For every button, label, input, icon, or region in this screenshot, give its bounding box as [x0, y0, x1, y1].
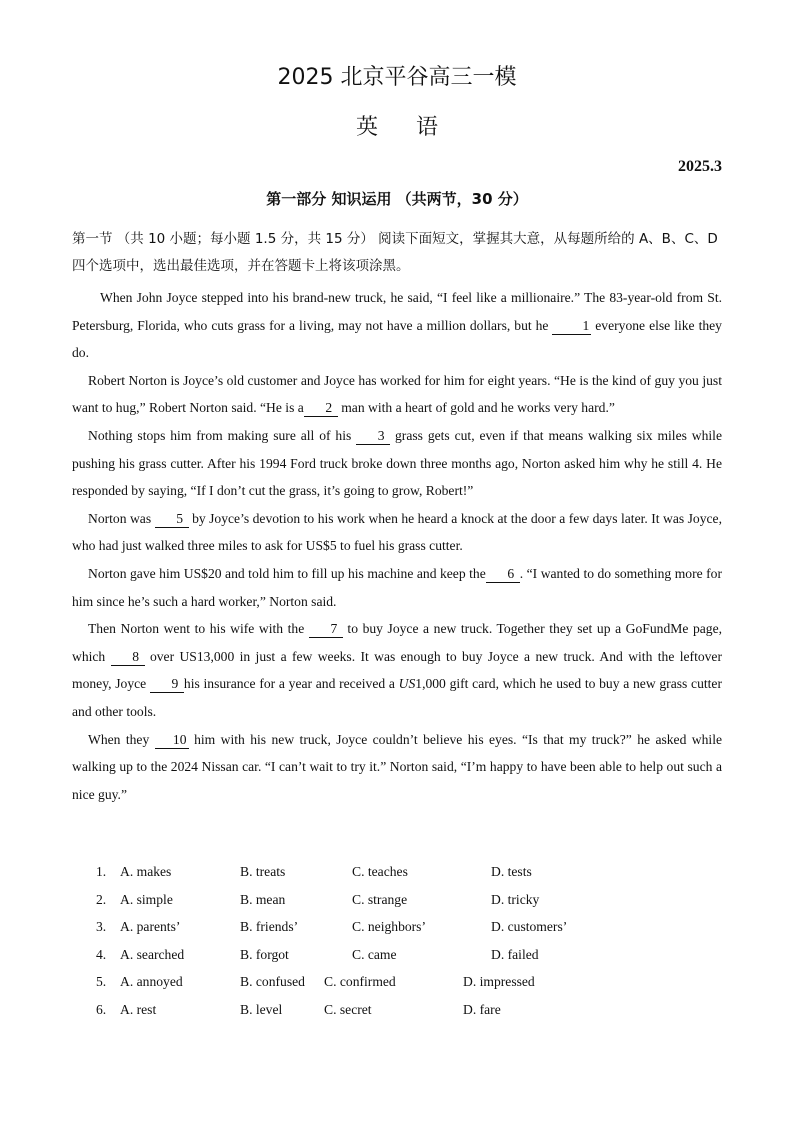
paragraph-text: . “I wanted to do something more for him since he’s such a hard worker,” Norton said. — [72, 565, 723, 609]
option-row-5 — [96, 974, 736, 1002]
paragraph-text: Norton was — [88, 510, 155, 526]
reading-passage — [72, 284, 722, 808]
option-b: B. forgot — [240, 946, 289, 962]
option-row-3 — [96, 919, 736, 947]
question-number: 1. — [96, 864, 107, 879]
paragraph-text: by Joyce’s devotion to his work when he heard a knock at the door a few days later. It was Joyce, who had just walked three miles to ask for US$5 to fuel his grass cutter. — [72, 510, 722, 554]
option-row-6 — [96, 1002, 736, 1030]
question-number: 2. — [96, 891, 107, 907]
option-row-2 — [96, 892, 736, 920]
paragraph-text: everyone else like they do. — [72, 317, 722, 361]
paragraph-1 — [72, 284, 722, 367]
option-b: B. confused — [240, 974, 305, 990]
blank-7: 7 — [309, 621, 343, 638]
option-a: A. parents’ — [120, 919, 181, 935]
blank-5: 5 — [155, 511, 189, 528]
document-title: 2025 北京平谷高三一模 — [277, 65, 517, 90]
option-b: B. friends’ — [240, 919, 299, 935]
paragraph-text: When John Joyce stepped into his brand-new truck, he said, “I feel like a millionaire.” The 83-year-old from St. Petersburg, Florida, who cuts grass for a living, may not have a million dollars, but he — [72, 290, 722, 333]
option-a: A. makes — [120, 864, 172, 879]
subject-title: 英语 — [355, 115, 476, 140]
paragraph-text: 1,000 gift card, which he used to buy a new grass cutter and other tools. — [72, 676, 722, 719]
option-c: C. neighbors’ — [352, 919, 427, 935]
option-a: A. searched — [120, 946, 185, 962]
paragraph-4 — [72, 505, 722, 560]
paragraph-text: man with a heart of gold and he works very hard.” — [337, 400, 615, 416]
question-number: 4. — [96, 946, 107, 962]
paragraph-text: When they — [88, 731, 155, 747]
paragraph-text: over US13,000 in just a few weeks. It was enough to buy Joyce a new truck. And with the leftover money, Joyce — [72, 648, 722, 692]
blank-9: 9 — [150, 676, 184, 693]
blank-3: 3 — [356, 428, 390, 445]
option-c: C. teaches — [352, 864, 408, 879]
option-d: D. impressed — [463, 974, 535, 990]
option-b: B. treats — [240, 864, 286, 879]
paragraph-2 — [72, 367, 722, 422]
option-d: D. fare — [463, 1001, 501, 1017]
paragraph-text: Norton gave him US$20 and told him to fill up his machine and keep the — [88, 565, 486, 581]
question-number: 6. — [96, 1001, 107, 1017]
option-a: A. simple — [120, 891, 173, 907]
paragraph-text: him with his new truck, Joyce couldn’t believe his eyes. “Is that my truck?” he asked while walking up to the 2024 Nissan car. “I can’t wait to try it.” Norton said, “I’m happy to have been able to help out such a nice guy.” — [72, 731, 722, 802]
section-instructions: 第一节 （共 10 小题；每小题 1.5 分，共 15 分） 阅读下面短文，掌握其大意，从每题所给的 A、B、C、D 四个选项中，选出最佳选项，并在答题卡上将该项涂黑。 — [72, 231, 718, 274]
currency-italic: US — [398, 676, 416, 692]
paragraph-text: grass gets cut, even if that means walking six miles while pushing his grass cutter. After his 1994 Ford truck broke down three months ago, Norton asked him why he still 4. He responded by saying, “If I don’t cut the grass, it’s going to grow, Robert!” — [72, 427, 722, 499]
option-a: A. annoyed — [120, 974, 183, 990]
option-b: B. level — [240, 1001, 283, 1017]
option-c: C. came — [352, 946, 397, 962]
blank-2: 2 — [304, 400, 338, 417]
blank-8: 8 — [111, 649, 145, 666]
paragraph-text: Robert Norton is Joyce’s old customer and Joyce has worked for him for eight years. “He is the kind of guy you just want to hug,” Robert Norton said. “He is a — [72, 372, 722, 416]
paragraph-3 — [72, 422, 722, 505]
option-d: D. failed — [491, 946, 539, 962]
option-a: A. rest — [120, 1001, 157, 1017]
option-d: D. tricky — [491, 891, 540, 907]
section-title: 第一部分 知识运用 （共两节，30 分） — [266, 190, 528, 208]
paragraph-text: to buy Joyce a new truck. Together they set up a GoFundMe page, which — [72, 621, 722, 664]
paragraph-text: Nothing stops him from making sure all of his — [88, 427, 357, 443]
option-d: D. customers’ — [491, 919, 568, 935]
blank-1: 1 — [552, 318, 591, 335]
option-row-1 — [96, 864, 736, 892]
option-b: B. mean — [240, 891, 286, 907]
exam-date: 2025.3 — [678, 158, 722, 175]
option-c: C. secret — [324, 1001, 372, 1017]
blank-6: 6 — [486, 566, 520, 583]
option-d: D. tests — [491, 864, 532, 879]
option-c: C. strange — [352, 891, 408, 907]
paragraph-5 — [72, 560, 722, 615]
paragraph-text: his insurance for a year and received a — [183, 676, 399, 692]
paragraph-6 — [72, 615, 722, 725]
question-number: 5. — [96, 974, 107, 990]
question-number: 3. — [96, 919, 107, 935]
paragraph-text: Then Norton went to his wife with the — [88, 621, 309, 637]
answer-options — [96, 864, 736, 1030]
blank-10: 10 — [155, 732, 189, 749]
option-row-4 — [96, 947, 736, 975]
paragraph-7 — [72, 726, 722, 809]
option-c: C. confirmed — [324, 974, 396, 990]
